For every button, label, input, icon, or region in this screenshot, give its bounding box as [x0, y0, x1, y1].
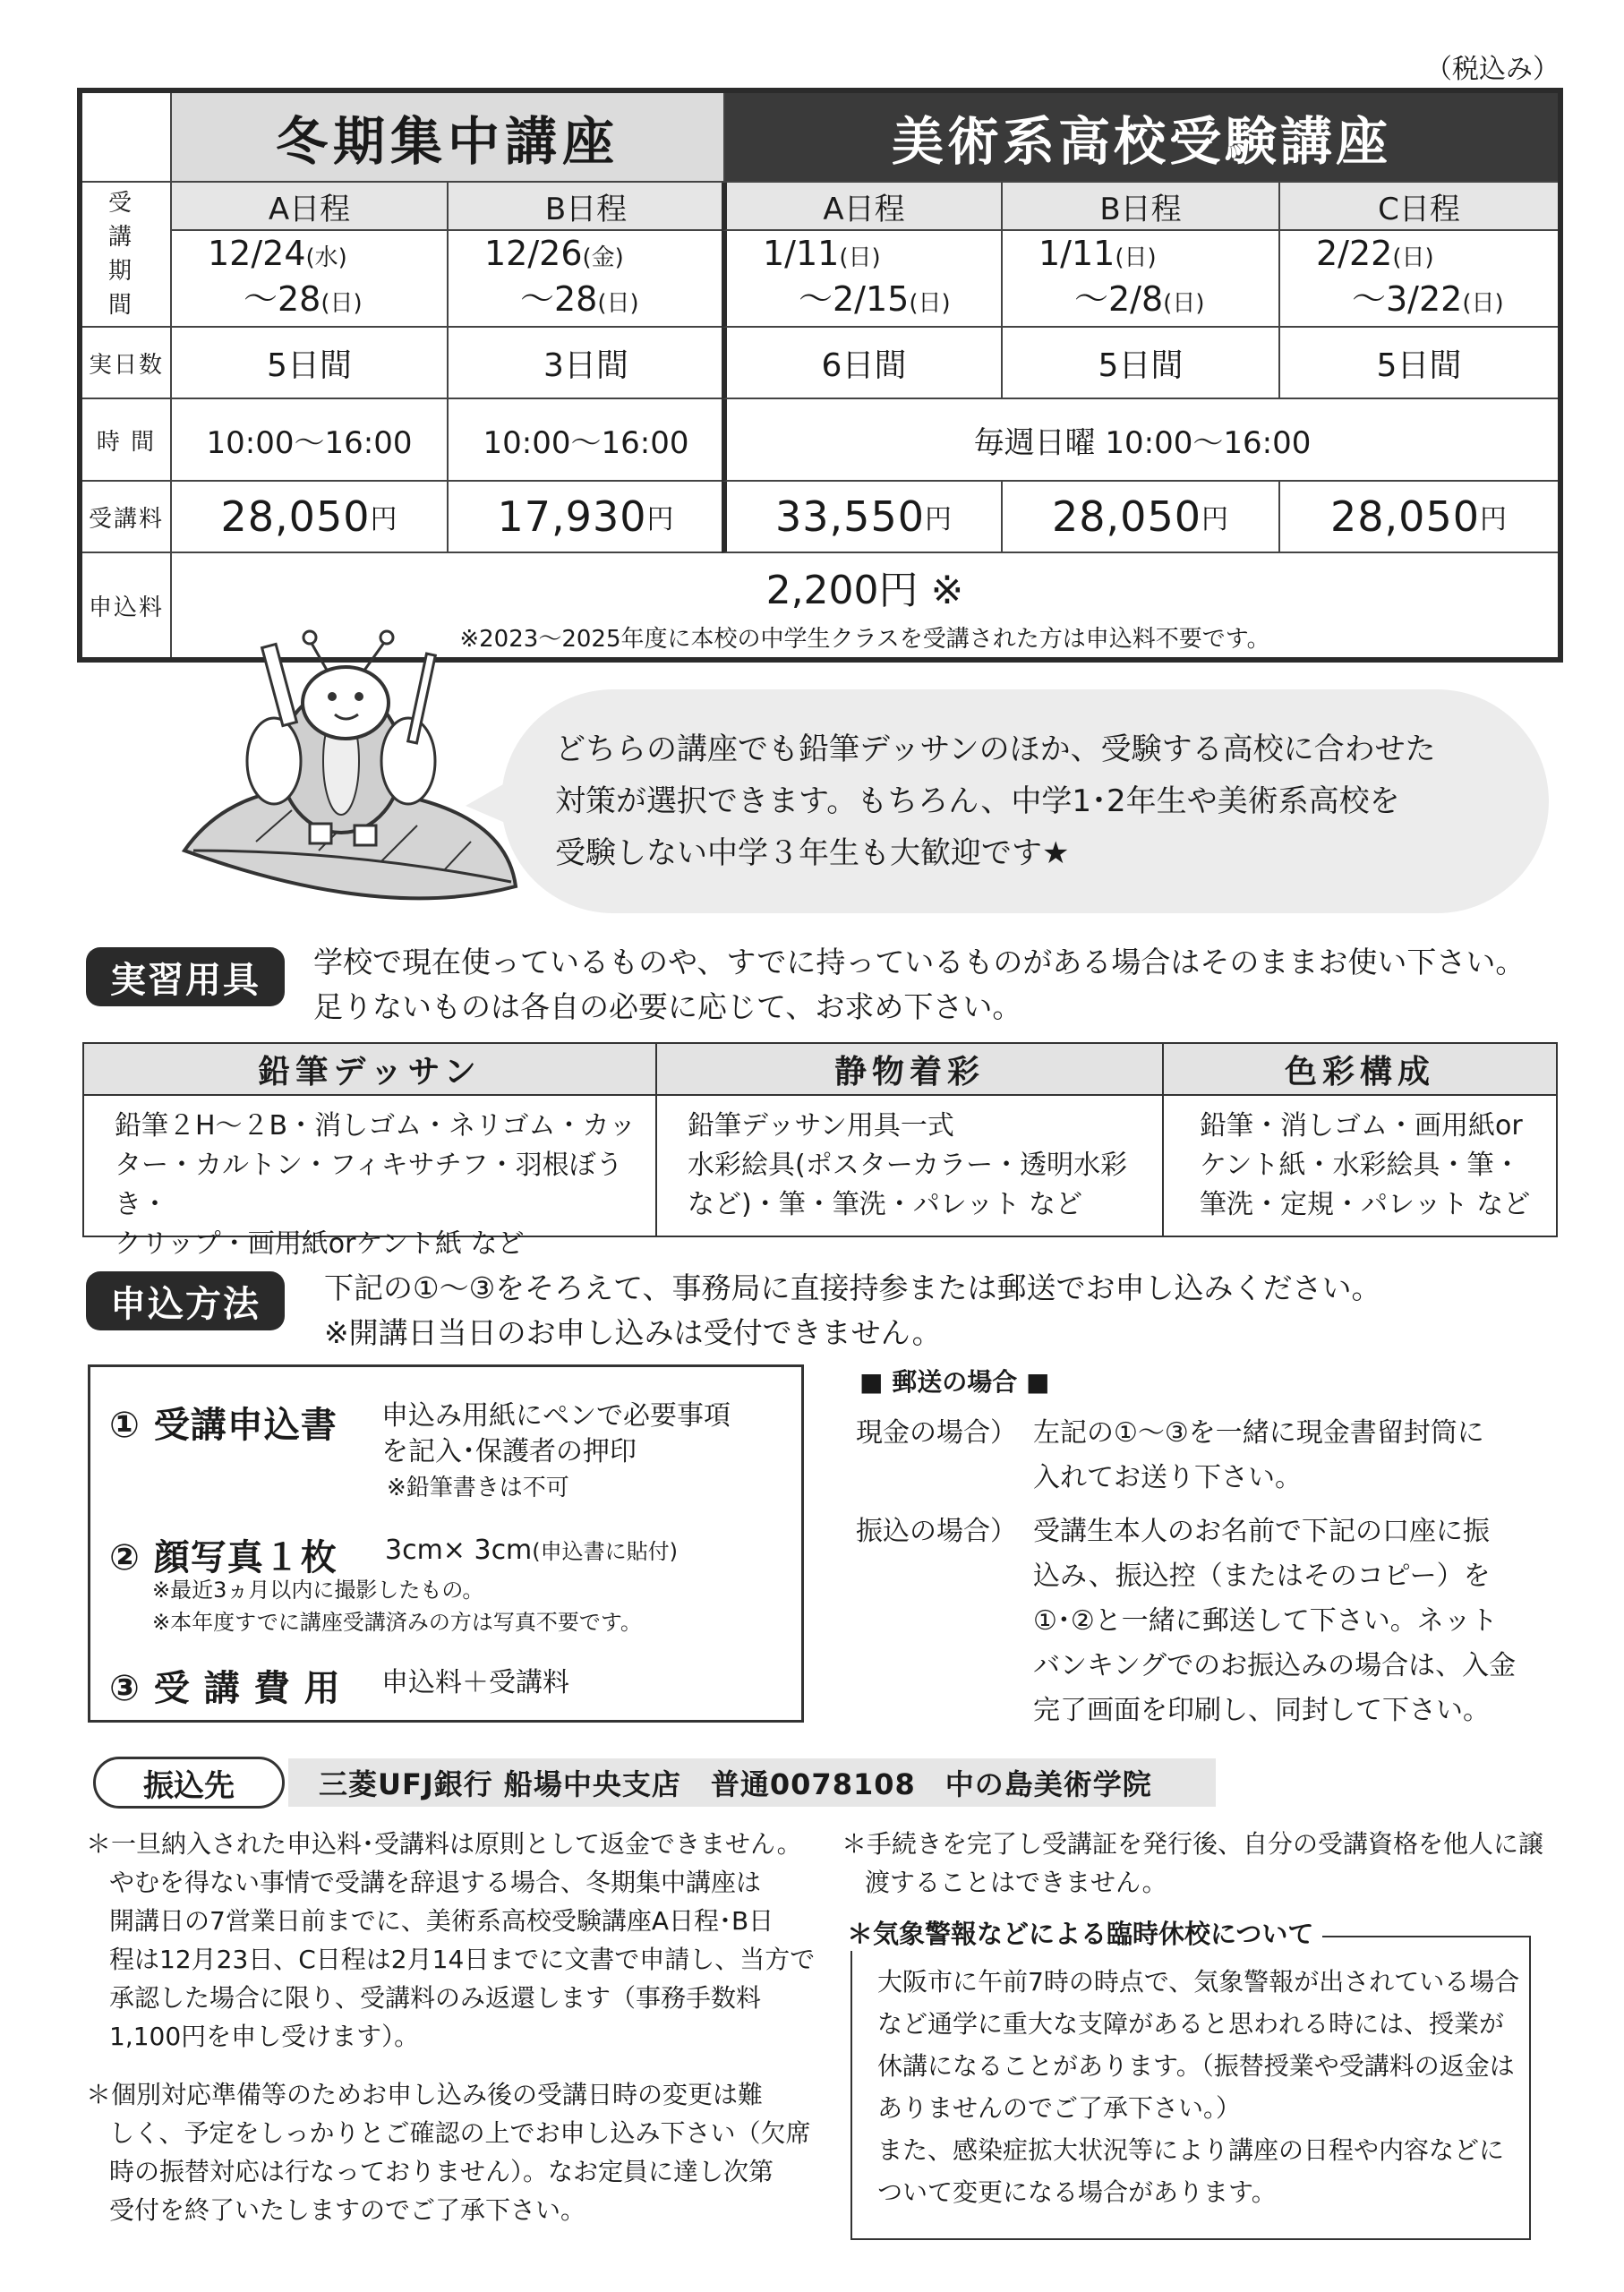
days-art-a: 6日間 — [722, 328, 1003, 399]
row-label-days: 実日数 — [82, 328, 172, 399]
corner-cell — [82, 93, 172, 183]
transfer-label: 振込の場合） — [856, 1516, 1017, 1547]
apply-lead-1: 下記の①〜③をそろえて、事務局に直接持参または郵送でお申し込みください。 — [324, 1270, 1381, 1305]
row-label-entry: 申込料 — [82, 553, 172, 657]
step-photo-size: 3cm× 3cm(申込書に貼付) — [385, 1535, 679, 1566]
step-fees-desc: 申込料＋受講料 — [381, 1667, 569, 1698]
bubble-line-2: 対策が選択できます。もちろん、中学1･2年生や美術系高校を — [555, 783, 1400, 819]
step-application-form-note: ※鉛筆書きは不可 — [387, 1475, 569, 1501]
days-winter-a: 5日間 — [172, 328, 449, 399]
mail-title: ■ 郵送の場合 ■ — [859, 1367, 1050, 1397]
step-application-form: ① 受講申込書 — [109, 1405, 338, 1446]
winter-course-title: 冬期集中講座 — [172, 93, 725, 183]
time-art: 毎週日曜 10:00〜16:00 — [722, 399, 1558, 482]
schedule-table — [77, 88, 1563, 663]
supplies-col-color: 色彩構成 鉛筆・消しゴム・画用紙or ケント紙・水彩絵具・筆・ 筆洗・定規・パレット など — [1164, 1044, 1556, 1236]
supplies-table — [82, 1042, 1558, 1260]
period-winter-b: 12/26(金) 〜28(日) — [449, 231, 725, 328]
speech-bubble-text — [555, 723, 1522, 879]
cash-label: 現金の場合） — [856, 1417, 1017, 1449]
step-photo-notes: ※最近3ヵ月以内に撮影したもの。 ※本年度すでに講座受講済みの方は写真不要です。 — [152, 1578, 642, 1635]
time-winter-a: 10:00〜16:00 — [172, 399, 449, 482]
col-head-winter-a: A日程 — [172, 183, 449, 231]
cash-instructions: 左記の①〜③を一緒に現金書留封筒に 入れてお送り下さい。 — [1033, 1417, 1484, 1493]
col-head-art-a: A日程 — [722, 183, 1003, 231]
period-winter-a: 12/24(水) 〜28(日) — [172, 231, 449, 328]
supplies-head-pencil: 鉛筆デッサン — [84, 1044, 655, 1096]
closure-text: 大阪市に午前7時の時点で、気象警報が出されている場合 など通学に重大な支障があると思われる時には、授業が 休講になることがあります。（振替授業や受講料の返金は ありませんのでご了承下さい。） また、感染症拡大状況等により講座の日程や内容などに ついて変更になる場合があります。 — [877, 1967, 1520, 2207]
entry-fee-note: ※2023〜2025年度に本校の中学生クラスを受講された方は申込料不要です。 — [459, 625, 1270, 653]
bubble-line-1: どちらの講座でも鉛筆デッサンのほか、受験する高校に合わせた — [555, 731, 1436, 767]
period-art-a: 1/11(日) 〜2/15(日) — [722, 231, 1003, 328]
footnote-refund: ＊一旦納入された申込料･受講料は原則として返金できません。 やむを得ない事情で受講を辞退する場合、冬期集中講座は 開講日の7営業日前までに、美術系高校受験講座A日程･B日 程は12月23日、C日程は2月14日までに文書で申請し、当方で 承認した場合に限り、受講料のみ返還します（事務手数料 1,100円を申し受けます）。 — [86, 1829, 816, 2051]
footnote-date-change: ＊個別対応準備等のためお申し込み後の受講日時の変更は難 しく、予定をしっかりとご確認の上でお申し込み下さい（欠席 時の振替対応は行なっておりません）。なお定員に達し次第 受付を終了いたしますのでご了承下さい。 — [86, 2080, 811, 2225]
period-art-b: 1/11(日) 〜2/8(日) — [1003, 231, 1280, 328]
art-course-title: 美術系高校受験講座 — [725, 93, 1558, 183]
transfer-instructions: 受講生本人のお名前で下記の口座に振 込み、振込控（またはそのコピー）を ①･②と一緒に郵送して下さい。ネット バンキングでのお振込みの場合は、入金 完了画面を印刷し、同封して下さい。 — [1033, 1516, 1517, 1726]
apply-lead — [324, 1266, 1381, 1356]
footnote-transfer: ＊手続きを完了し受講証を発行後、自分の受講資格を他人に譲 渡することはできません。 — [842, 1829, 1544, 1897]
supplies-head-color: 色彩構成 — [1164, 1044, 1556, 1096]
col-head-winter-b: B日程 — [449, 183, 725, 231]
supplies-col-pencil: 鉛筆デッサン 鉛筆２H〜２B・消しゴム・ネリゴム・カッ ター・カルトン・フィキサチフ・羽根ぼうき・ クリップ・画用紙orケント紙 など — [84, 1044, 657, 1236]
supplies-head-still-life: 静物着彩 — [657, 1044, 1162, 1096]
supplies-badge: 実習用具 — [86, 947, 285, 1006]
period-art-c: 2/22(日) 〜3/22(日) — [1280, 231, 1558, 328]
supplies-lead-1: 学校で現在使っているものや、すでに持っているものがある場合はそのままお使い下さい。 — [313, 945, 1526, 979]
days-art-b: 5日間 — [1003, 328, 1280, 399]
tax-note: （税込み） — [1425, 54, 1560, 85]
time-winter-b: 10:00〜16:00 — [449, 399, 725, 482]
row-label-period-text: 受講期間 — [107, 190, 144, 319]
row-label-time: 時 間 — [82, 399, 172, 482]
entry-fee: 2,200円 ※ — [765, 567, 964, 613]
days-art-c: 5日間 — [1280, 328, 1558, 399]
fee-art-b: 28,050 円 — [1003, 482, 1280, 553]
step-application-form-desc: 申込み用紙にペンで必要事項 を記入･保護者の押印 — [381, 1400, 731, 1467]
supplies-lead — [313, 940, 1525, 1030]
closure-title: ＊気象警報などによる臨時休校について — [842, 1914, 1322, 1951]
bank-account: 三菱UFJ銀行 船場中央支店 普通0078108 中の島美術学院 — [288, 1758, 1216, 1807]
step-fees: ③ 受 講 費 用 — [109, 1668, 341, 1709]
fee-winter-b: 17,930 円 — [449, 482, 725, 553]
row-label-period — [82, 183, 172, 328]
apply-lead-2: ※開講日当日のお申し込みは受付できません。 — [324, 1315, 942, 1350]
bubble-line-3: 受験しない中学３年生も大歓迎です★ — [555, 835, 1070, 871]
supplies-lead-2: 足りないものは各自の必要に応じて、お求め下さい。 — [313, 989, 1022, 1024]
row-label-fee: 受講料 — [82, 482, 172, 553]
col-head-art-b: B日程 — [1003, 183, 1280, 231]
step-photo: ② 顔写真１枚 — [109, 1537, 338, 1578]
speech-bubble-tail — [466, 770, 528, 833]
fee-winter-a: 28,050 円 — [172, 482, 449, 553]
days-winter-b: 3日間 — [449, 328, 725, 399]
bank-label: 振込先 — [93, 1757, 285, 1809]
supplies-col-still-life: 静物着彩 鉛筆デッサン用具一式 水彩絵具(ポスターカラー・透明水彩 など)・筆・筆洗・パレット など — [657, 1044, 1164, 1236]
fee-art-c: 28,050 円 — [1280, 482, 1558, 553]
col-head-art-c: C日程 — [1280, 183, 1558, 231]
apply-badge: 申込方法 — [86, 1271, 285, 1330]
fee-art-a: 33,550 円 — [722, 482, 1003, 553]
